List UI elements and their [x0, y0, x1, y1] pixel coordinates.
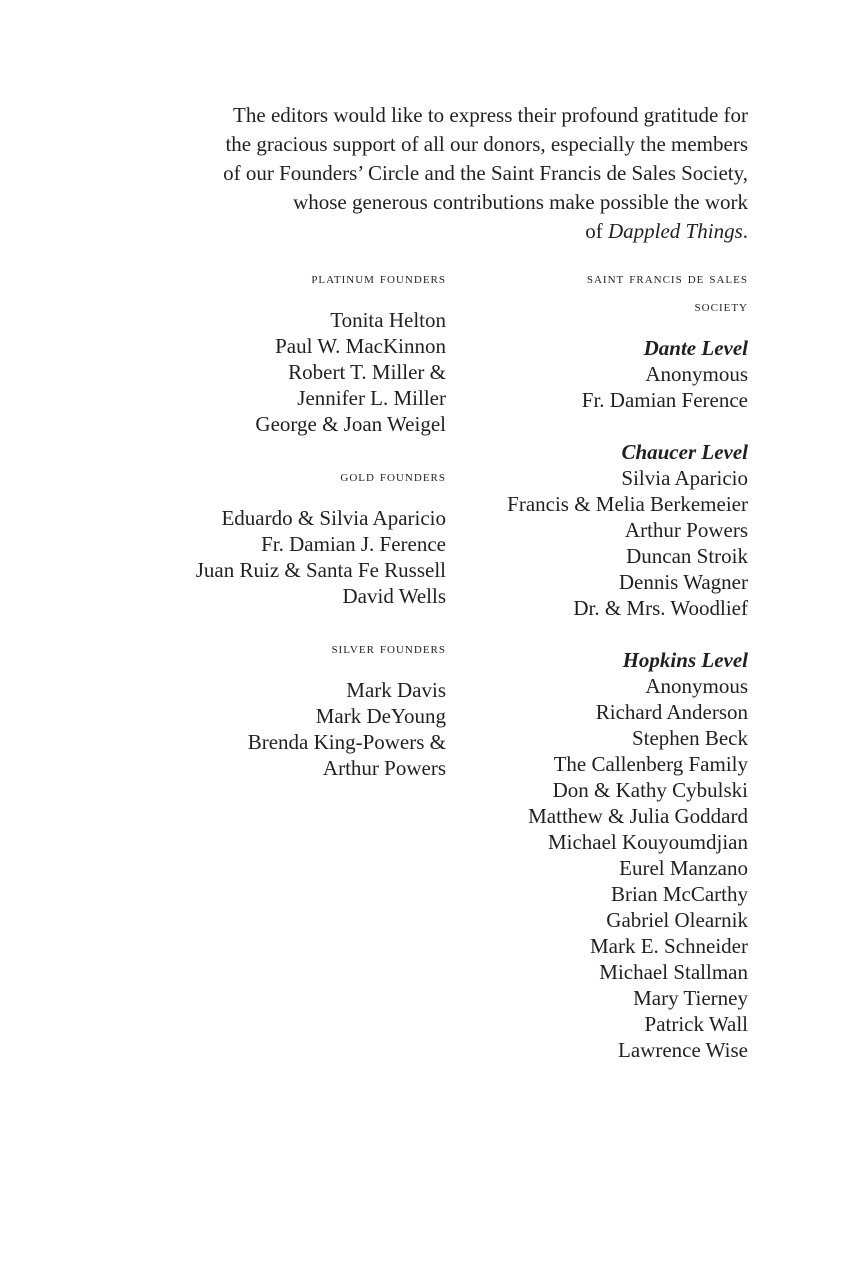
- platinum-founders-group: [150, 265, 446, 437]
- intro-line: the gracious support of all our donors, especially the members: [225, 132, 748, 156]
- donor-name: Juan Ruiz & Santa Fe Russell: [195, 558, 446, 582]
- donor-name: David Wells: [342, 584, 446, 608]
- donor-name: Jennifer L. Miller: [297, 386, 446, 410]
- silver-founders-group: [150, 635, 446, 781]
- donor-name: Eduardo & Silvia Aparicio: [221, 506, 446, 530]
- donor-name: Richard Anderson: [595, 700, 748, 724]
- hopkins-level-group: [460, 647, 748, 1063]
- donor-name: Eurel Manzano: [619, 856, 748, 880]
- dante-level-heading: Dante Level: [643, 336, 748, 360]
- donor-name: Dennis Wagner: [618, 570, 748, 594]
- donor-name: Fr. Damian Ference: [581, 388, 748, 412]
- donor-name: Anonymous: [645, 674, 748, 698]
- intro-line: The editors would like to express their profound gratitude for: [233, 103, 748, 127]
- donor-name: Michael Kouyoumdjian: [547, 830, 748, 854]
- donor-name: Duncan Stroik: [626, 544, 748, 568]
- hopkins-level-heading: Hopkins Level: [622, 648, 748, 672]
- founders-column: [150, 265, 446, 807]
- society-heading-block: [460, 265, 748, 321]
- donor-name: Anonymous: [645, 362, 748, 386]
- donor-name: Brenda King-Powers &: [247, 730, 446, 754]
- platinum-heading-block: [150, 265, 446, 293]
- donor-name: Lawrence Wise: [618, 1038, 748, 1062]
- donor-name: Tonita Helton: [330, 308, 446, 332]
- donor-name: Mark Davis: [346, 678, 446, 702]
- donor-name: Paul W. MacKinnon: [275, 334, 446, 358]
- gold-founders-group: [150, 463, 446, 609]
- dante-level-group: [460, 335, 748, 413]
- donor-name: Fr. Damian J. Ference: [261, 532, 446, 556]
- donor-name: Stephen Beck: [631, 726, 748, 750]
- donor-name: Robert T. Miller &: [288, 360, 446, 384]
- donor-name: George & Joan Weigel: [255, 412, 446, 436]
- society-column: [460, 265, 748, 1089]
- gold-founders-heading: gold founders: [340, 468, 446, 485]
- society-heading-line: society: [694, 298, 748, 315]
- silver-heading-block: [150, 635, 446, 663]
- donor-name: Michael Stallman: [599, 960, 748, 984]
- intro-paragraph: [150, 101, 748, 246]
- donor-name: The Callenberg Family: [553, 752, 748, 776]
- donor-name: Mark DeYoung: [315, 704, 446, 728]
- intro-line: whose generous contributions make possible the work: [293, 190, 748, 214]
- donor-name: Brian McCarthy: [610, 882, 748, 906]
- donor-name: Mary Tierney: [633, 986, 748, 1010]
- chaucer-level-heading: Chaucer Level: [621, 440, 748, 464]
- donor-name: Arthur Powers: [624, 518, 748, 542]
- donor-name: Arthur Powers: [322, 756, 446, 780]
- donor-name: Dr. & Mrs. Woodlief: [573, 596, 748, 620]
- society-heading-line: saint francis de sales: [586, 270, 748, 287]
- intro-prefix: of: [585, 219, 608, 243]
- donor-name: Mark E. Schneider: [589, 934, 748, 958]
- gold-heading-block: [150, 463, 446, 491]
- intro-line: of our Founders’ Circle and the Saint Francis de Sales Society,: [223, 161, 748, 185]
- donor-name: Silvia Aparicio: [621, 466, 748, 490]
- magazine-title: Dappled Things: [607, 219, 743, 243]
- donor-name: Gabriel Olearnik: [606, 908, 748, 932]
- donor-name: Francis & Melia Berkemeier: [507, 492, 748, 516]
- silver-founders-heading: silver founders: [331, 640, 446, 657]
- donor-name: Matthew & Julia Goddard: [528, 804, 748, 828]
- donor-name: Patrick Wall: [644, 1012, 748, 1036]
- platinum-founders-heading: platinum founders: [311, 270, 446, 287]
- intro-line: [150, 217, 748, 246]
- intro-suffix: .: [742, 219, 748, 243]
- chaucer-level-group: [460, 439, 748, 621]
- donor-name: Don & Kathy Cybulski: [552, 778, 748, 802]
